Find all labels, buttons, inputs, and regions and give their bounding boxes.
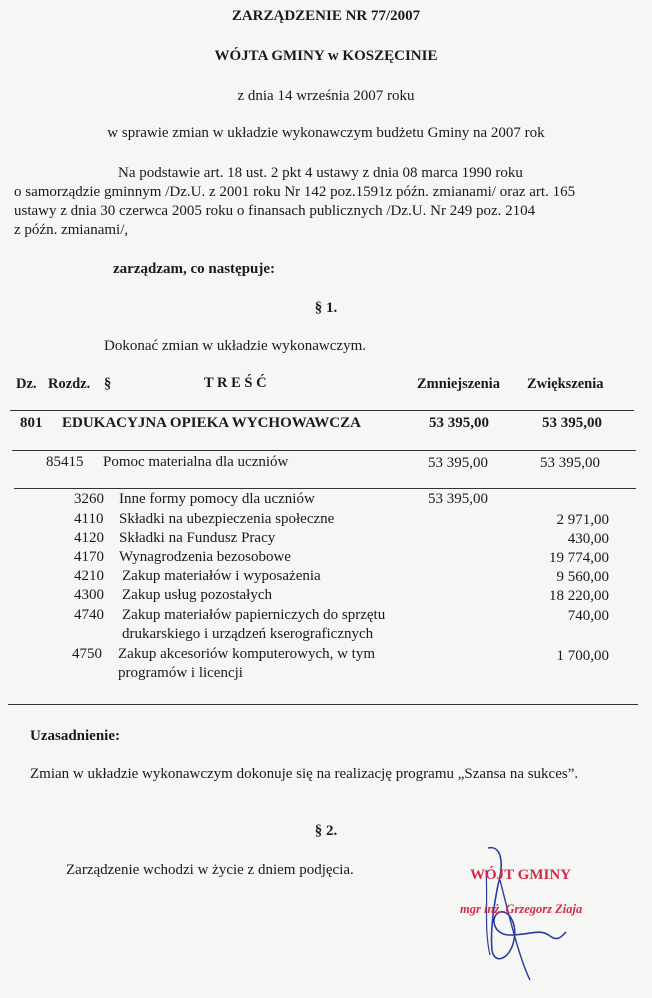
col-header-paragraph: §: [104, 376, 112, 392]
row-code: 3260: [74, 491, 104, 507]
row-name-continued: programów i licencji: [118, 665, 243, 681]
row-name: Zakup usług pozostałych: [122, 587, 272, 603]
row-code: 4120: [74, 530, 104, 546]
row-name: Zakup materiałów i wyposażenia: [122, 568, 321, 584]
row-increase: 740,00: [567, 608, 609, 624]
section-text: Zarządzenie wchodzi w życie z dniem podjęcia.: [66, 862, 354, 878]
row-name: Składki na ubezpieczenia społeczne: [119, 511, 335, 527]
document-title: ZARZĄDZENIE NR 77/2007: [231, 8, 421, 24]
preamble-line: o samorządzie gminnym /Dz.U. z 2001 roku Nr 142 poz.1591z późn. zmianami/ oraz art. 165: [14, 184, 576, 200]
row-name: Zakup materiałów papierniczych do sprzętu: [122, 607, 386, 623]
row-increase: 2 971,00: [556, 512, 609, 528]
row-increase: 430,00: [567, 531, 609, 547]
stamp-title: WÓJT GMINY: [470, 867, 571, 883]
row-code: 4110: [74, 511, 104, 527]
row-increase: 1 700,00: [556, 648, 609, 664]
justification-heading: Uzasadnienie:: [30, 728, 120, 744]
row-increase: 9 560,00: [556, 569, 609, 585]
row-name: Zakup akcesoriów komputerowych, w tym: [118, 646, 376, 662]
rozdzial-code: 85415: [46, 454, 84, 470]
table-divider: [12, 450, 636, 451]
row-code: 4170: [74, 549, 104, 565]
rozdzial-increase: 53 395,00: [540, 455, 600, 471]
rozdzial-name: Pomoc materialna dla uczniów: [103, 454, 289, 470]
row-increase: 18 220,00: [549, 588, 609, 604]
row-name: Składki na Fundusz Pracy: [119, 530, 276, 546]
dzial-name: EDUKACYJNA OPIEKA WYCHOWAWCZA: [62, 415, 361, 431]
row-code: 4740: [74, 607, 104, 623]
col-header-content: T R E Ś Ć: [204, 375, 267, 391]
row-decrease: 53 395,00: [428, 491, 488, 507]
document-date: z dnia 14 września 2007 roku: [237, 88, 415, 104]
col-header-rozdz: Rozdz.: [48, 376, 91, 392]
row-increase: 19 774,00: [549, 550, 609, 566]
section-heading: § 2.: [314, 823, 338, 839]
document-subtitle: WÓJTA GMINY w KOSZĘCINIE: [214, 48, 438, 64]
preamble-line: Na podstawie art. 18 ust. 2 pkt 4 ustawy z dnia 08 marca 1990 roku: [118, 165, 523, 181]
document-subject: w sprawie zmian w układzie wykonawczym budżetu Gminy na 2007 rok: [107, 125, 545, 141]
dzial-code: 801: [20, 415, 43, 431]
col-header-increase: Zwiększenia: [527, 376, 604, 392]
rozdzial-decrease: 53 395,00: [428, 455, 488, 471]
table-divider: [14, 488, 636, 489]
row-name: Inne formy pomocy dla uczniów: [119, 491, 315, 507]
dzial-decrease: 53 395,00: [429, 415, 489, 431]
row-name: Wynagrodzenia bezosobowe: [119, 549, 291, 565]
table-divider: [10, 410, 634, 411]
dzial-increase: 53 395,00: [542, 415, 602, 431]
preamble-line: ustawy z dnia 30 czerwca 2005 roku o finansach publicznych /Dz.U. Nr 249 poz. 2104: [14, 203, 536, 219]
row-name-continued: drukarskiego i urządzeń kserograficznych: [122, 626, 374, 642]
section-heading: § 1.: [314, 300, 338, 316]
preamble-line: z późn. zmianami/,: [14, 222, 129, 238]
justification-text: Zmian w układzie wykonawczym dokonuje się na realizację programu „Szansa na sukces”.: [30, 766, 579, 782]
decree-statement: zarządzam, co następuje:: [113, 261, 276, 277]
row-code: 4210: [74, 568, 104, 584]
col-header-dz: Dz.: [16, 376, 37, 392]
stamp-name: mgr inż. Grzegorz Ziaja: [460, 902, 583, 916]
row-code: 4750: [72, 646, 102, 662]
table-divider: [8, 704, 638, 705]
col-header-decrease: Zmniejszenia: [417, 376, 500, 392]
row-code: 4300: [74, 587, 104, 603]
section-text: Dokonać zmian w układzie wykonawczym.: [104, 338, 366, 354]
